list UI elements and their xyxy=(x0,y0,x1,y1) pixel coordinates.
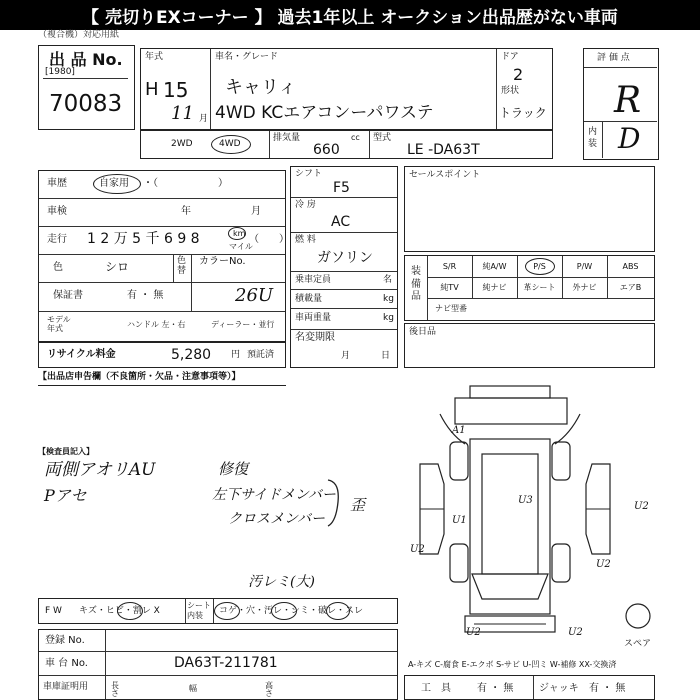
vehicle-diagram xyxy=(410,384,660,644)
chassis-label: 車 台 No. xyxy=(45,658,88,669)
mark-u1: U1 xyxy=(452,515,467,526)
model-label: 車名・グレード xyxy=(215,52,279,62)
year-value: 15 xyxy=(163,78,189,102)
fuel-value: ガソリン xyxy=(317,250,373,266)
tools-label: 工 具 xyxy=(421,683,451,694)
recycle-box xyxy=(38,342,286,368)
inspection-year: 年 xyxy=(181,206,191,217)
mark-u2-right: U2 xyxy=(634,501,649,512)
doors-label: ドア xyxy=(501,52,519,62)
title-change-label: 名変期限 xyxy=(295,332,335,343)
equip-aw: 純A/W xyxy=(482,262,507,271)
load-label: 積載量 xyxy=(295,294,323,304)
fw-items: キズ・ヒビ・割レ X xyxy=(79,606,160,616)
capacity-label: 乗車定員 xyxy=(295,275,332,285)
sales-point-label: セールスポイント xyxy=(409,170,481,180)
inspection-label: 車検 xyxy=(47,206,67,217)
year-label: 年式 xyxy=(145,52,164,62)
recycle-note: 預託済 xyxy=(247,350,275,360)
color-no-value: 26U xyxy=(235,285,274,306)
inspector-note-2: Pアセ xyxy=(44,486,87,505)
weight-unit: kg xyxy=(383,313,394,323)
shift-label: シフト xyxy=(295,169,323,179)
seat-hand-note: 汚レミ(大) xyxy=(248,574,315,590)
color-label: 色 xyxy=(53,262,63,273)
drive-4wd-circle xyxy=(211,135,251,154)
displacement-unit: cc xyxy=(351,133,360,142)
equip-ext-navi: 外ナビ xyxy=(572,283,597,292)
inspector-title: 【検査員記入】 xyxy=(38,447,94,456)
type-value: LE -DA63T xyxy=(407,142,480,158)
inspector-note-4: 左下サイドメンバー xyxy=(212,487,336,503)
mark-u3: U3 xyxy=(518,495,533,506)
history-value: 自家用 xyxy=(99,178,129,189)
capacity-unit: 名 xyxy=(383,275,393,285)
lot-box xyxy=(38,45,135,130)
score-box xyxy=(583,48,659,160)
model-year-label: モデル年式 xyxy=(47,315,71,333)
model-name: キャリィ xyxy=(225,77,297,98)
history-rest: ・（ ） xyxy=(143,178,228,189)
color-change-label: 色替 xyxy=(177,256,187,276)
model-year-dealer: ディーラー・並行 xyxy=(211,320,275,329)
lot-small: [1980] xyxy=(45,67,75,77)
title-change-month: 月 xyxy=(341,351,351,361)
drive-4wd: 4WD xyxy=(219,139,241,149)
inspector-note-3: 修復 xyxy=(218,460,249,478)
inspector-note-1: 両側アオリAU xyxy=(44,460,156,480)
jack-label: ジャッキ xyxy=(539,683,579,694)
equip-navi: 純ナビ xyxy=(482,283,507,292)
equip-navi-model: ナビ型番 xyxy=(435,304,467,313)
equip-airbag: エアB xyxy=(619,283,642,292)
garage-length: 長さ xyxy=(111,681,119,699)
recycle-value: 5,280 xyxy=(171,347,212,363)
seat-circle-1 xyxy=(214,602,240,620)
bracket-stroke xyxy=(326,478,346,528)
seat-label: シート内装 xyxy=(187,601,211,620)
jack-value: 有 ・ 無 xyxy=(589,683,626,694)
inspector-note-5: クロスメンバー xyxy=(228,511,326,527)
displacement-value: 660 xyxy=(313,142,340,158)
report-title: 【出品店申告欄（不良箇所・欠品・注意事項等）】 xyxy=(38,372,241,382)
score-label: 評 価 点 xyxy=(597,53,630,63)
year-month: 11 xyxy=(171,103,194,124)
interior-label: 内 装 xyxy=(588,127,598,149)
recycle-label: リサイクル料金 xyxy=(47,349,116,360)
later-items-box xyxy=(404,323,655,368)
spec-row xyxy=(140,130,553,159)
load-unit: kg xyxy=(383,294,394,304)
seat-items: コゲ・穴・汚レ・シミ・破レ・スレ xyxy=(219,606,364,616)
mileage-mile: マイル xyxy=(229,242,253,251)
equip-ps-circle xyxy=(525,258,555,275)
registration-box xyxy=(38,629,398,700)
warranty-label: 保証書 xyxy=(53,290,83,301)
fw-circle xyxy=(117,602,143,620)
title-change-day: 日 xyxy=(381,351,391,361)
sales-point-box xyxy=(404,166,655,252)
year-month-unit: 月 xyxy=(199,114,209,124)
spare-label: スペア xyxy=(624,639,652,649)
doors-value: 2 xyxy=(513,65,524,84)
warranty-value: 有 ・ 無 xyxy=(127,290,164,301)
inspection-month: 月 xyxy=(251,206,261,217)
tools-value: 有 ・ 無 xyxy=(477,683,514,694)
tools-row xyxy=(404,675,655,700)
cooling-label: 冷 房 xyxy=(295,200,316,210)
equip-abs: ABS xyxy=(622,262,639,271)
history-label: 車歴 xyxy=(47,178,67,189)
equip-ps: P/S xyxy=(533,262,546,271)
history-circle xyxy=(93,174,141,194)
equip-sr: S/R xyxy=(442,262,457,271)
mid-spec-box xyxy=(290,166,398,368)
chassis-value: DA63T-211781 xyxy=(174,655,278,671)
equipment-label: 装備品 xyxy=(411,266,421,302)
mark-u2-side: U2 xyxy=(410,544,425,555)
garage-label: 車庫証明用 xyxy=(43,682,89,692)
fw-label: F W xyxy=(45,606,62,616)
lot-label: 出 品 No. xyxy=(49,50,123,69)
banner: 【 売切りEXコーナー 】 過去1年以上 オークション出品歴がない車両 xyxy=(0,0,700,30)
mark-u2-bl: U2 xyxy=(466,627,481,638)
registration-label: 登録 No. xyxy=(45,635,85,646)
shape-label: 形状 xyxy=(501,86,520,96)
mark-u2-wheel: U2 xyxy=(596,559,611,570)
mileage-paren: （ ） xyxy=(249,234,289,245)
recycle-unit: 円 xyxy=(231,350,241,360)
equip-leather: 革シート xyxy=(523,283,556,292)
shift-value: F5 xyxy=(333,180,350,196)
inspector-note-6: 歪 xyxy=(350,496,366,514)
mileage-km-circle xyxy=(228,227,246,240)
color-no-label: カラーNo. xyxy=(199,256,246,267)
model-grade: 4WD KCエアコンーパワステ xyxy=(215,103,434,123)
interior-value: D xyxy=(618,122,641,155)
mark-u2-br: U2 xyxy=(568,627,583,638)
seat-circle-3 xyxy=(326,602,350,620)
model-year-handle: ハンドル 左・右 xyxy=(127,320,186,329)
subheader: （複合機）対応用紙 xyxy=(38,30,120,40)
equipment-box xyxy=(404,255,655,321)
score-value: R xyxy=(614,80,642,121)
damage-legend: A-キズ C-腐食 E-エクボ S-サビ U-凹ミ W-補修 XX-交換済 xyxy=(408,660,617,669)
drive-2wd: 2WD xyxy=(171,139,193,149)
mileage-value: 1 2 万 5 千 6 9 8 xyxy=(87,231,200,247)
equip-pw: P/W xyxy=(576,262,593,271)
mark-a1: A1 xyxy=(452,425,466,436)
mileage-label: 走行 xyxy=(47,234,67,245)
displacement-label: 排気量 xyxy=(273,133,301,143)
color-value: シロ xyxy=(105,260,130,274)
equip-tv: 純TV xyxy=(440,283,459,292)
lot-number: 70083 xyxy=(49,91,123,117)
vehicle-detail-box xyxy=(38,170,289,342)
weight-label: 車両重量 xyxy=(295,313,332,323)
type-label: 型式 xyxy=(373,133,392,143)
year-era: H xyxy=(145,79,159,100)
top-info-box xyxy=(140,48,553,130)
mileage-km: km xyxy=(233,229,246,238)
fw-row xyxy=(38,598,398,624)
shape-value: トラック xyxy=(499,106,547,120)
garage-width: 幅 xyxy=(189,684,197,693)
seat-circle-2 xyxy=(271,602,297,620)
later-items-label: 後日品 xyxy=(409,327,437,337)
garage-height: 高さ xyxy=(265,681,273,699)
fuel-label: 燃 料 xyxy=(295,235,316,245)
cooling-value: AC xyxy=(331,214,351,230)
